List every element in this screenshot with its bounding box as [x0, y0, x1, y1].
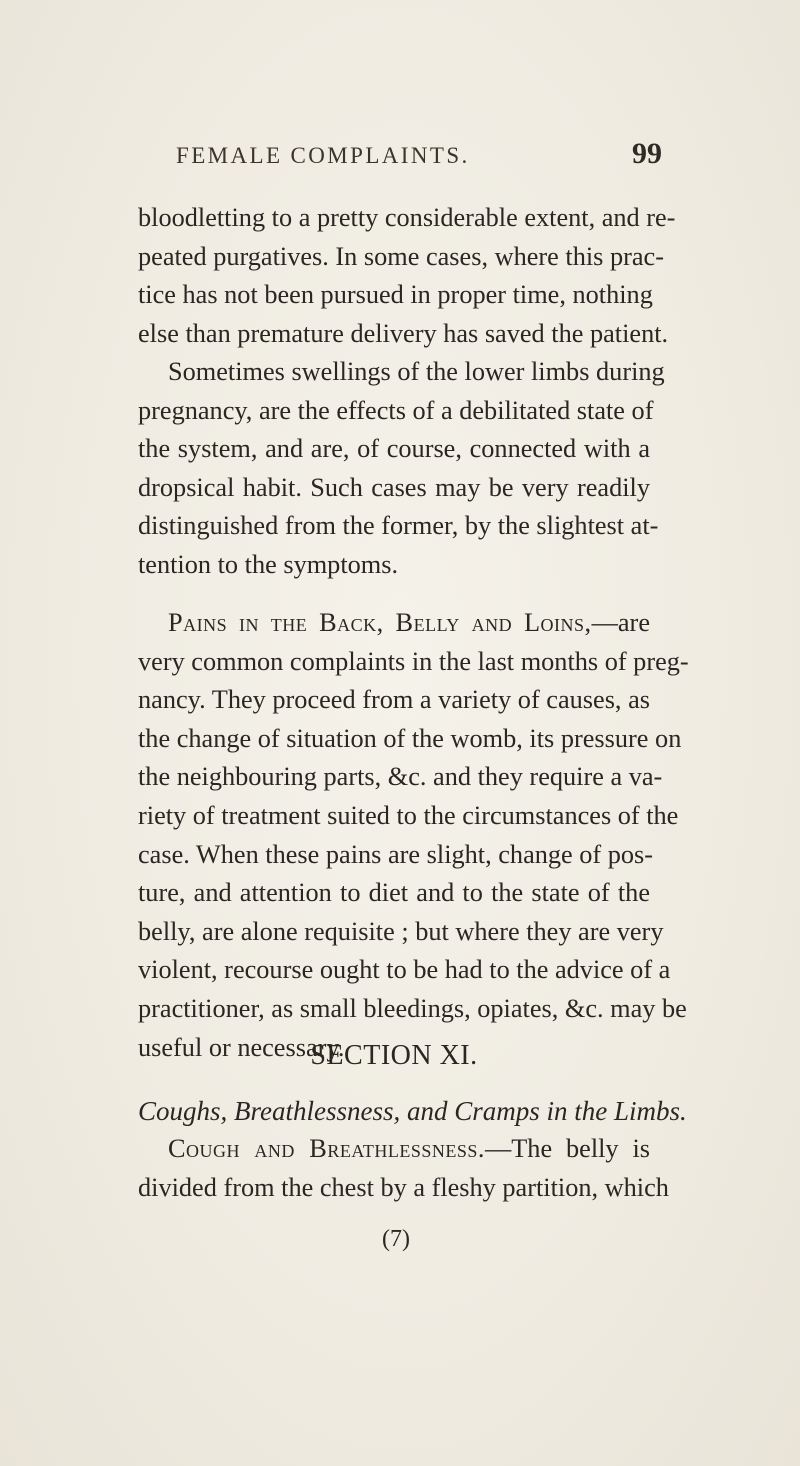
paragraph-3-line: belly, are alone requisite ; but where they are very [138, 916, 664, 946]
paragraph-2-line: distinguished from the former, by the slightest at- [138, 511, 659, 541]
paragraph-4-heading: Cough and Breathlessness. [168, 1134, 485, 1163]
paragraph-3-line: violent, recourse ought to be had to the advice of a [138, 955, 671, 985]
paragraph-4-line: divided from the chest by a fleshy partition, which [138, 1172, 669, 1202]
running-title: FEMALE COMPLAINTS. [176, 143, 470, 168]
paragraph-3 [138, 604, 689, 1067]
paragraph-3-heading: Pains in the Back, Belly and Loins, [168, 608, 592, 637]
paragraph-4-first-line-rest: —The belly is [484, 1134, 650, 1163]
paragraph-3-line: ture, and attention to diet and to the state of the [138, 878, 650, 908]
paragraph-3-line: practitioner, as small bleedings, opiates, &c. may be [138, 993, 687, 1023]
paragraph-3-line: case. When these pains are slight, change of pos- [138, 839, 654, 869]
page-number: 99 [632, 137, 662, 170]
running-head [140, 137, 662, 183]
paragraph-2-line: dropsical habit. Such cases may be very readily [138, 472, 650, 502]
paragraph-3-line: very common complaints in the last months of preg- [138, 646, 689, 676]
paragraph-3-line: the neighbouring parts, &c. and they require a va- [138, 762, 663, 792]
paragraph-3-first-line [138, 604, 650, 643]
paragraph-2-line: pregnancy, are the effects of a debilitated state of [138, 395, 654, 425]
paragraph-2-line: the system, and are, of course, connected with a [138, 434, 650, 464]
paragraph-2-line: tention to the symptoms. [138, 549, 399, 579]
paragraph-3-line: useful or necessary. [138, 1032, 345, 1062]
paragraph-2 [138, 353, 665, 585]
paragraph-2-line: Sometimes swellings of the lower limbs during [168, 357, 665, 386]
paragraph-1-line: tice has not been pursued in proper time, nothing [138, 280, 653, 310]
section-heading: SECTION XI. [310, 1040, 478, 1071]
paragraph-3-line: riety of treatment suited to the circumstances of the [138, 800, 679, 830]
paragraph-1-line: bloodletting to a pretty considerable extent, and re- [138, 203, 676, 232]
section-subtitle: Coughs, Breathlessness, and Cramps in the Limbs. [138, 1096, 687, 1126]
signature-mark: (7) [382, 1226, 410, 1252]
paragraph-4 [138, 1130, 669, 1207]
paragraph-1-line: peated purgatives. In some cases, where this prac- [138, 241, 664, 271]
paragraph-1 [138, 199, 676, 353]
paragraph-1-line: else than premature delivery has saved the patient. [138, 318, 669, 348]
paragraph-3-first-line-rest: —are [591, 608, 650, 637]
paragraph-3-line: nancy. They proceed from a variety of causes, as [138, 685, 650, 715]
paragraph-3-line: the change of situation of the womb, its pressure on [138, 723, 682, 753]
paragraph-4-first-line [138, 1130, 650, 1169]
